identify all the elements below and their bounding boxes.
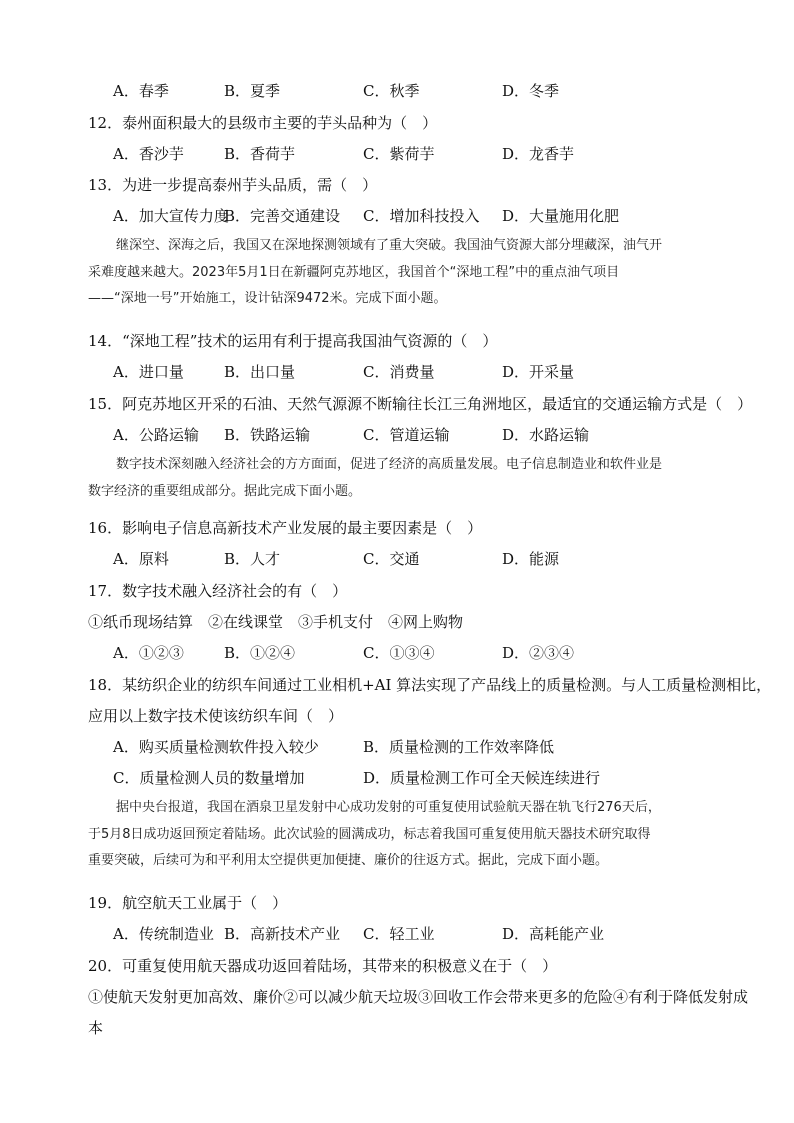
q13-option-d[interactable]: D．大量施用化肥 — [502, 207, 620, 225]
q18-option-c[interactable]: C．质量检测人员的数量增加 — [113, 769, 305, 787]
q16-option-a[interactable]: A．原料 — [113, 550, 169, 568]
q12-stem: 12．泰州面积最大的县级市主要的芋头品种为（ ） — [88, 114, 438, 132]
q14-option-b[interactable]: B．出口量 — [224, 363, 296, 381]
q19-option-d[interactable]: D．高耗能产业 — [502, 925, 605, 943]
q18-option-d[interactable]: D．质量检测工作可全天候连续进行 — [363, 769, 601, 787]
q17-items: ①纸币现场结算 ②在线课堂 ③手机支付 ④网上购物 — [88, 613, 464, 631]
q15-option-c[interactable]: C．管道运输 — [363, 426, 450, 444]
q19-option-a[interactable]: A．传统制造业 — [113, 925, 214, 943]
passage-line: 重要突破，后续可为和平利用太空提供更加便捷、廉价的往返方式。据此，完成下面小题。 — [88, 853, 609, 868]
q13-option-a[interactable]: A．加大宣传力度 — [113, 207, 229, 225]
passage-deep-earth — [88, 233, 713, 313]
q17-option-a[interactable]: A．①②③ — [113, 644, 184, 662]
q17-stem: 17．数字技术融入经济社会的有（ ） — [88, 582, 348, 600]
q20-stem: 20．可重复使用航天器成功返回着陆场，其带来的积极意义在于（ ） — [88, 957, 558, 975]
q18-option-b[interactable]: B．质量检测的工作效率降低 — [363, 738, 555, 756]
passage-line: 继深空、深海之后，我国又在深地探测领域有了重大突破。我国油气资源大部分埋藏深，油气开 — [116, 238, 663, 253]
q13-option-b[interactable]: B．完善交通建设 — [224, 207, 341, 225]
q17-option-b[interactable]: B．①②④ — [224, 644, 296, 662]
passage-digital-economy — [88, 452, 713, 505]
q15-option-a[interactable]: A．公路运输 — [113, 426, 199, 444]
q19-stem: 19．航空航天工业属于（ ） — [88, 894, 288, 912]
passage-line: 采难度越来越大。2023年5月1日在新疆阿克苏地区，我国首个“深地工程”中的重点油气项目 — [88, 264, 620, 280]
q15-option-b[interactable]: B．铁路运输 — [224, 426, 311, 444]
passage-line: ——“深地一号”开始施工，设计钻深9472米。完成下面小题。 — [88, 291, 447, 306]
q20-items-line2: 本 — [88, 1019, 104, 1037]
q13-option-c[interactable]: C．增加科技投入 — [363, 207, 480, 225]
q14-option-c[interactable]: C．消费量 — [363, 363, 435, 381]
q19-option-b[interactable]: B．高新技术产业 — [224, 925, 341, 943]
q16-stem: 16．影响电子信息高新技术产业发展的最主要因素是（ ） — [88, 519, 483, 537]
passage-line: 据中央台报道，我国在酒泉卫星发射中心成功发射的可重复使用试验航天器在轨飞行276天后， — [116, 800, 661, 815]
passage-line: 数字技术深刻融入经济社会的方方面面，促进了经济的高质量发展。电子信息制造业和软件业是 — [116, 457, 663, 472]
q16-option-d[interactable]: D．能源 — [502, 550, 560, 568]
q14-option-a[interactable]: A．进口量 — [113, 363, 184, 381]
q14-stem: 14．“深地工程”技术的运用有利于提高我国油气资源的（ ） — [88, 332, 498, 350]
q15-stem: 15．阿克苏地区开采的石油、天然气源源不断输往长江三角洲地区，最适宜的交通运输方式是（ ） — [88, 395, 753, 413]
q18-option-a[interactable]: A．购买质量检测软件投入较少 — [113, 738, 319, 756]
q15-option-d[interactable]: D．水路运输 — [502, 426, 590, 444]
q17-option-c[interactable]: C．①③④ — [363, 644, 435, 662]
q11-option-c[interactable]: C．秋季 — [363, 82, 420, 100]
passage-line: 于5月8日成功返回预定着陆场。此次试验的圆满成功，标志着我国可重复使用航天器技术研究取得 — [88, 826, 651, 842]
q13-stem: 13．为进一步提高泰州芋头品质，需（ ） — [88, 176, 378, 194]
q12-option-c[interactable]: C．紫荷芋 — [363, 145, 435, 163]
q17-option-d[interactable]: D．②③④ — [502, 644, 575, 662]
q16-option-b[interactable]: B．人才 — [224, 550, 281, 568]
q18-stem-line2: 应用以上数字技术使该纺织车间（ ） — [88, 707, 344, 725]
q12-option-b[interactable]: B．香荷芋 — [224, 145, 296, 163]
q18-stem-line1: 18．某纺织企业的纺织车间通过工业相机+AI 算法实现了产品线上的质量检测。与人工质量检测相比， — [88, 676, 772, 694]
q14-option-d[interactable]: D．开采量 — [502, 363, 575, 381]
q11-option-b[interactable]: B．夏季 — [224, 82, 281, 100]
q19-option-c[interactable]: C．轻工业 — [363, 925, 435, 943]
passage-line: 数字经济的重要组成部分。据此完成下面小题。 — [88, 483, 362, 499]
passage-spacecraft — [88, 795, 713, 875]
q12-option-d[interactable]: D．龙香芋 — [502, 145, 575, 163]
q11-option-d[interactable]: D．冬季 — [502, 82, 560, 100]
q16-option-c[interactable]: C．交通 — [363, 550, 420, 568]
q12-option-a[interactable]: A．香沙芋 — [113, 145, 184, 163]
q20-items-line1: ①使航天发射更加高效、廉价②可以减少航天垃圾③回收工作会带来更多的危险④有利于降低发射成 — [88, 988, 749, 1006]
q11-option-a[interactable]: A．春季 — [113, 82, 169, 100]
